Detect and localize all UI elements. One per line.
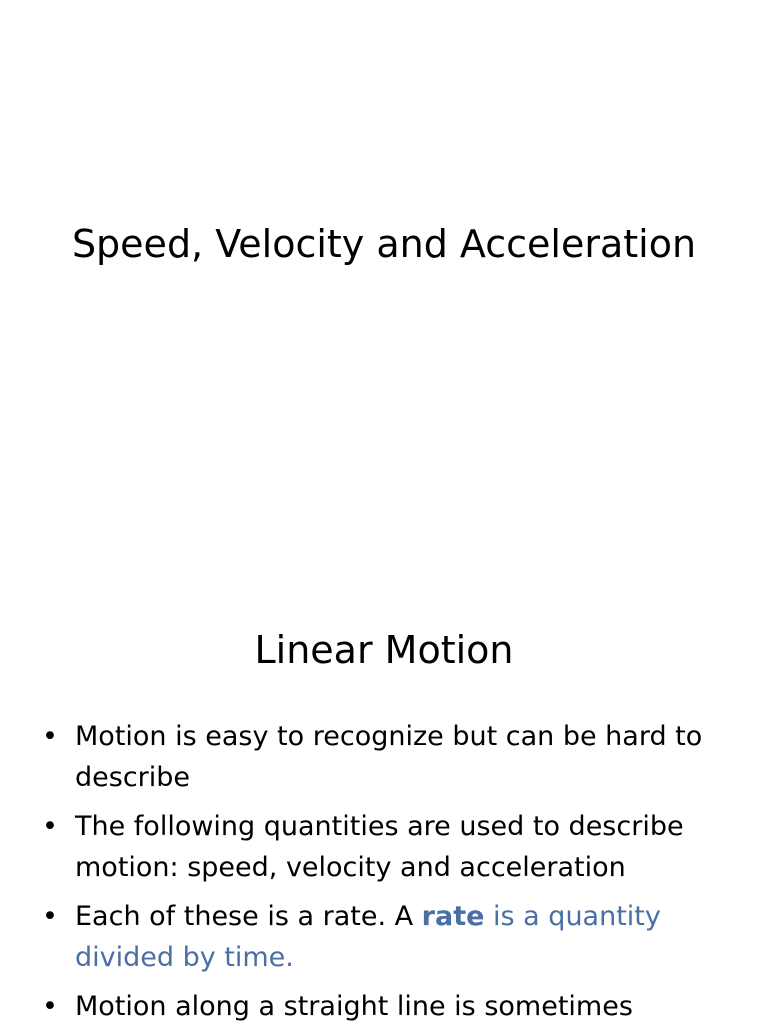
list-item: [42, 986, 732, 1027]
bullet-dot: •: [42, 991, 58, 1022]
bullet-text: The following quantities are used to describe motion: speed, velocity and acceleration: [75, 811, 684, 883]
bullet-text: Motion along a straight line is sometimes: [75, 991, 633, 1022]
section-heading: Linear Motion: [254, 628, 514, 672]
list-item: [42, 716, 732, 798]
highlighted-term: rate: [421, 901, 485, 932]
list-item: [42, 896, 732, 978]
bullet-list: [42, 716, 732, 1035]
bullet-text: Motion is easy to recognize but can be hard to describe: [75, 721, 703, 793]
slide-title: Speed, Velocity and Acceleration: [71, 222, 697, 266]
highlighted-definition: is a quantity divided by time.: [75, 901, 661, 973]
bullet-text: Each of these is a rate. A: [75, 901, 422, 932]
bullet-dot: •: [42, 721, 58, 752]
bullet-dot: •: [42, 811, 58, 842]
bullet-dot: •: [42, 901, 58, 932]
list-item: [42, 806, 732, 888]
